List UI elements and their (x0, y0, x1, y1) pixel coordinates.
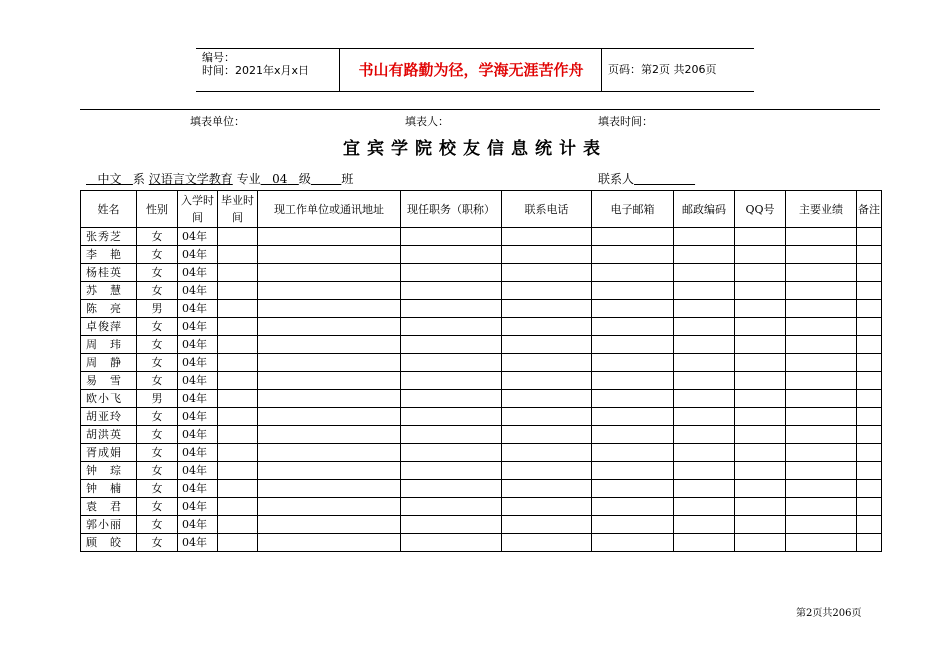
empty-cell (674, 498, 735, 516)
empty-cell (218, 462, 258, 480)
enroll-year-cell: 04年 (178, 426, 218, 444)
empty-cell (786, 480, 857, 498)
class-info-line (86, 170, 353, 187)
empty-cell (786, 408, 857, 426)
column-header: 邮政编码 (674, 191, 735, 228)
empty-cell (857, 498, 882, 516)
column-header: 电子邮箱 (592, 191, 674, 228)
empty-cell (674, 282, 735, 300)
empty-cell (592, 480, 674, 498)
empty-cell (786, 264, 857, 282)
table-row (81, 480, 882, 498)
empty-cell (401, 498, 502, 516)
gender-cell: 女 (137, 534, 178, 552)
empty-cell (735, 282, 786, 300)
table-row (81, 534, 882, 552)
empty-cell (218, 390, 258, 408)
empty-cell (258, 534, 401, 552)
empty-cell (592, 426, 674, 444)
column-header: 备注 (857, 191, 882, 228)
contact-line (598, 170, 695, 187)
table-row (81, 498, 882, 516)
empty-cell (502, 390, 592, 408)
empty-cell (857, 408, 882, 426)
empty-cell (592, 498, 674, 516)
fill-unit-label: 填表单位： (190, 115, 245, 128)
empty-cell (502, 336, 592, 354)
empty-cell (258, 318, 401, 336)
empty-cell (502, 354, 592, 372)
gender-cell: 女 (137, 444, 178, 462)
enroll-year-cell: 04年 (178, 480, 218, 498)
empty-cell (258, 444, 401, 462)
column-header: 现任职务（职称） (401, 191, 502, 228)
class-suffix: 班 (341, 172, 354, 186)
empty-cell (401, 444, 502, 462)
empty-cell (258, 336, 401, 354)
empty-cell (786, 534, 857, 552)
empty-cell (218, 534, 258, 552)
empty-cell (786, 354, 857, 372)
gender-cell: 女 (137, 354, 178, 372)
empty-cell (258, 282, 401, 300)
time-label: 时间：2021年x月x日 (202, 64, 310, 77)
table-body (81, 228, 882, 552)
grade-value: 04 (272, 172, 288, 186)
empty-cell (786, 336, 857, 354)
empty-cell (218, 444, 258, 462)
document-header (196, 48, 754, 92)
empty-cell (258, 426, 401, 444)
name-cell: 周 静 (81, 354, 137, 372)
empty-cell (592, 408, 674, 426)
gender-cell: 男 (137, 300, 178, 318)
empty-cell (735, 390, 786, 408)
table-row (81, 516, 882, 534)
empty-cell (258, 372, 401, 390)
gender-cell: 女 (137, 228, 178, 246)
empty-cell (786, 372, 857, 390)
empty-cell (674, 444, 735, 462)
empty-cell (401, 480, 502, 498)
alumni-table (80, 190, 882, 552)
empty-cell (502, 498, 592, 516)
enroll-year-cell: 04年 (178, 390, 218, 408)
name-cell: 袁 君 (81, 498, 137, 516)
empty-cell (786, 318, 857, 336)
empty-cell (857, 390, 882, 408)
empty-cell (502, 534, 592, 552)
empty-cell (857, 354, 882, 372)
empty-cell (857, 264, 882, 282)
table-row (81, 372, 882, 390)
empty-cell (502, 426, 592, 444)
empty-cell (218, 300, 258, 318)
empty-cell (735, 354, 786, 372)
empty-cell (502, 516, 592, 534)
empty-cell (258, 300, 401, 318)
empty-cell (502, 264, 592, 282)
enroll-year-cell: 04年 (178, 516, 218, 534)
name-cell: 胡亚玲 (81, 408, 137, 426)
empty-cell (218, 426, 258, 444)
gender-cell: 男 (137, 390, 178, 408)
empty-cell (502, 462, 592, 480)
empty-cell (674, 354, 735, 372)
name-cell: 易 雪 (81, 372, 137, 390)
empty-cell (258, 390, 401, 408)
empty-cell (592, 516, 674, 534)
empty-cell (592, 354, 674, 372)
empty-cell (674, 318, 735, 336)
name-cell: 苏 慧 (81, 282, 137, 300)
empty-cell (786, 228, 857, 246)
name-cell: 陈 亮 (81, 300, 137, 318)
empty-cell (502, 246, 592, 264)
empty-cell (786, 246, 857, 264)
empty-cell (258, 480, 401, 498)
empty-cell (857, 534, 882, 552)
table-row (81, 300, 882, 318)
empty-cell (592, 444, 674, 462)
name-cell: 卓俊萍 (81, 318, 137, 336)
empty-cell (674, 480, 735, 498)
empty-cell (502, 408, 592, 426)
enroll-year-cell: 04年 (178, 300, 218, 318)
empty-cell (735, 318, 786, 336)
gender-cell: 女 (137, 336, 178, 354)
empty-cell (401, 534, 502, 552)
name-cell: 李 艳 (81, 246, 137, 264)
empty-cell (857, 300, 882, 318)
empty-cell (592, 390, 674, 408)
class-value (311, 172, 342, 186)
empty-cell (735, 228, 786, 246)
empty-cell (674, 300, 735, 318)
gender-cell: 女 (137, 264, 178, 282)
enroll-year-cell: 04年 (178, 372, 218, 390)
dept-value: 中文 (97, 172, 122, 186)
column-header: 姓名 (81, 191, 137, 228)
empty-cell (674, 516, 735, 534)
empty-cell (735, 246, 786, 264)
empty-cell (218, 282, 258, 300)
empty-cell (786, 390, 857, 408)
empty-cell (735, 444, 786, 462)
empty-cell (401, 282, 502, 300)
column-header: 主要业绩 (786, 191, 857, 228)
empty-cell (592, 336, 674, 354)
empty-cell (218, 354, 258, 372)
empty-cell (401, 300, 502, 318)
empty-cell (857, 336, 882, 354)
empty-cell (258, 516, 401, 534)
empty-cell (502, 372, 592, 390)
column-header: QQ号 (735, 191, 786, 228)
enroll-year-cell: 04年 (178, 354, 218, 372)
column-header: 现工作单位或通讯地址 (258, 191, 401, 228)
column-header: 联系电话 (502, 191, 592, 228)
table-row (81, 282, 882, 300)
empty-cell (786, 444, 857, 462)
empty-cell (857, 282, 882, 300)
empty-cell (401, 408, 502, 426)
column-header: 毕业时间 (218, 191, 258, 228)
empty-cell (857, 444, 882, 462)
enroll-year-cell: 04年 (178, 318, 218, 336)
header-motto: 书山有路勤为径，学海无涯苦作舟 (358, 61, 584, 79)
empty-cell (735, 300, 786, 318)
enroll-year-cell: 04年 (178, 444, 218, 462)
gender-cell: 女 (137, 318, 178, 336)
empty-cell (401, 372, 502, 390)
empty-cell (786, 462, 857, 480)
name-cell: 欧小飞 (81, 390, 137, 408)
empty-cell (218, 246, 258, 264)
name-cell: 胥成娟 (81, 444, 137, 462)
empty-cell (502, 318, 592, 336)
empty-cell (735, 372, 786, 390)
empty-cell (592, 372, 674, 390)
empty-cell (592, 264, 674, 282)
empty-cell (857, 372, 882, 390)
contact-blank (634, 172, 695, 186)
empty-cell (258, 246, 401, 264)
empty-cell (218, 408, 258, 426)
table-row (81, 390, 882, 408)
empty-cell (674, 264, 735, 282)
contact-label: 联系人 (598, 172, 635, 186)
empty-cell (401, 516, 502, 534)
empty-cell (218, 516, 258, 534)
empty-cell (674, 336, 735, 354)
gender-cell: 女 (137, 426, 178, 444)
empty-cell (592, 462, 674, 480)
gender-cell: 女 (137, 462, 178, 480)
table-row (81, 246, 882, 264)
empty-cell (258, 264, 401, 282)
name-cell: 胡洪英 (81, 426, 137, 444)
empty-cell (786, 282, 857, 300)
gender-cell: 女 (137, 246, 178, 264)
enroll-year-cell: 04年 (178, 498, 218, 516)
empty-cell (218, 336, 258, 354)
enroll-year-cell: 04年 (178, 534, 218, 552)
empty-cell (502, 228, 592, 246)
enroll-year-cell: 04年 (178, 264, 218, 282)
empty-cell (218, 228, 258, 246)
empty-cell (401, 318, 502, 336)
empty-cell (786, 426, 857, 444)
empty-cell (857, 462, 882, 480)
empty-cell (674, 408, 735, 426)
empty-cell (674, 462, 735, 480)
empty-cell (786, 498, 857, 516)
gender-cell: 女 (137, 408, 178, 426)
page-footer: 第2页共206页 (796, 608, 862, 619)
empty-cell (735, 426, 786, 444)
gender-cell: 女 (137, 498, 178, 516)
column-header: 性别 (137, 191, 178, 228)
table-row (81, 336, 882, 354)
empty-cell (674, 426, 735, 444)
empty-cell (592, 300, 674, 318)
empty-cell (735, 516, 786, 534)
empty-cell (258, 408, 401, 426)
enroll-year-cell: 04年 (178, 282, 218, 300)
empty-cell (786, 300, 857, 318)
header-page-info: 页码：第2页 共206页 (608, 63, 717, 76)
empty-cell (218, 318, 258, 336)
empty-cell (857, 318, 882, 336)
gender-cell: 女 (137, 480, 178, 498)
empty-cell (735, 264, 786, 282)
name-cell: 杨桂英 (81, 264, 137, 282)
name-cell: 周 玮 (81, 336, 137, 354)
fill-time-label: 填表时间： (598, 115, 653, 128)
empty-cell (592, 534, 674, 552)
empty-cell (401, 462, 502, 480)
empty-cell (857, 480, 882, 498)
empty-cell (674, 534, 735, 552)
grade-suffix: 级 (298, 172, 311, 186)
empty-cell (258, 354, 401, 372)
empty-cell (258, 228, 401, 246)
empty-cell (592, 318, 674, 336)
enroll-year-cell: 04年 (178, 408, 218, 426)
empty-cell (592, 228, 674, 246)
gender-cell: 女 (137, 372, 178, 390)
header-divider (339, 49, 340, 91)
empty-cell (218, 480, 258, 498)
empty-cell (218, 264, 258, 282)
empty-cell (258, 498, 401, 516)
empty-cell (735, 498, 786, 516)
empty-cell (674, 246, 735, 264)
horizontal-rule (80, 109, 880, 110)
empty-cell (857, 516, 882, 534)
major-suffix: 专业 (236, 172, 261, 186)
page-title: 宜宾学院校友信息统计表 (343, 139, 607, 159)
enroll-year-cell: 04年 (178, 246, 218, 264)
empty-cell (401, 354, 502, 372)
empty-cell (857, 426, 882, 444)
name-cell: 钟 楠 (81, 480, 137, 498)
name-cell: 郭小丽 (81, 516, 137, 534)
empty-cell (857, 228, 882, 246)
name-cell: 张秀芝 (81, 228, 137, 246)
empty-cell (857, 246, 882, 264)
table-row (81, 444, 882, 462)
empty-cell (592, 246, 674, 264)
empty-cell (502, 444, 592, 462)
table-header-row (81, 191, 882, 228)
table-row (81, 318, 882, 336)
column-header: 入学时间 (178, 191, 218, 228)
fill-person-label: 填表人： (405, 115, 449, 128)
empty-cell (735, 462, 786, 480)
name-cell: 钟 琮 (81, 462, 137, 480)
empty-cell (502, 480, 592, 498)
table-row (81, 354, 882, 372)
empty-cell (592, 282, 674, 300)
dept-suffix: 系 (132, 172, 145, 186)
empty-cell (401, 426, 502, 444)
empty-cell (674, 228, 735, 246)
enroll-year-cell: 04年 (178, 228, 218, 246)
gender-cell: 女 (137, 282, 178, 300)
code-label: 编号： (202, 51, 235, 64)
enroll-year-cell: 04年 (178, 462, 218, 480)
empty-cell (401, 228, 502, 246)
empty-cell (674, 390, 735, 408)
empty-cell (401, 390, 502, 408)
empty-cell (401, 264, 502, 282)
name-cell: 顾 皎 (81, 534, 137, 552)
empty-cell (735, 336, 786, 354)
major-value: 汉语言文学教育 (148, 172, 233, 186)
header-meta (202, 51, 340, 77)
table-row (81, 408, 882, 426)
empty-cell (401, 336, 502, 354)
empty-cell (502, 300, 592, 318)
table-row (81, 462, 882, 480)
empty-cell (735, 534, 786, 552)
empty-cell (218, 498, 258, 516)
enroll-year-cell: 04年 (178, 336, 218, 354)
empty-cell (735, 408, 786, 426)
header-divider (601, 49, 602, 91)
table-row (81, 264, 882, 282)
empty-cell (735, 480, 786, 498)
empty-cell (258, 462, 401, 480)
empty-cell (786, 516, 857, 534)
empty-cell (674, 372, 735, 390)
table-row (81, 228, 882, 246)
empty-cell (218, 372, 258, 390)
empty-cell (502, 282, 592, 300)
empty-cell (401, 246, 502, 264)
table-row (81, 426, 882, 444)
gender-cell: 女 (137, 516, 178, 534)
